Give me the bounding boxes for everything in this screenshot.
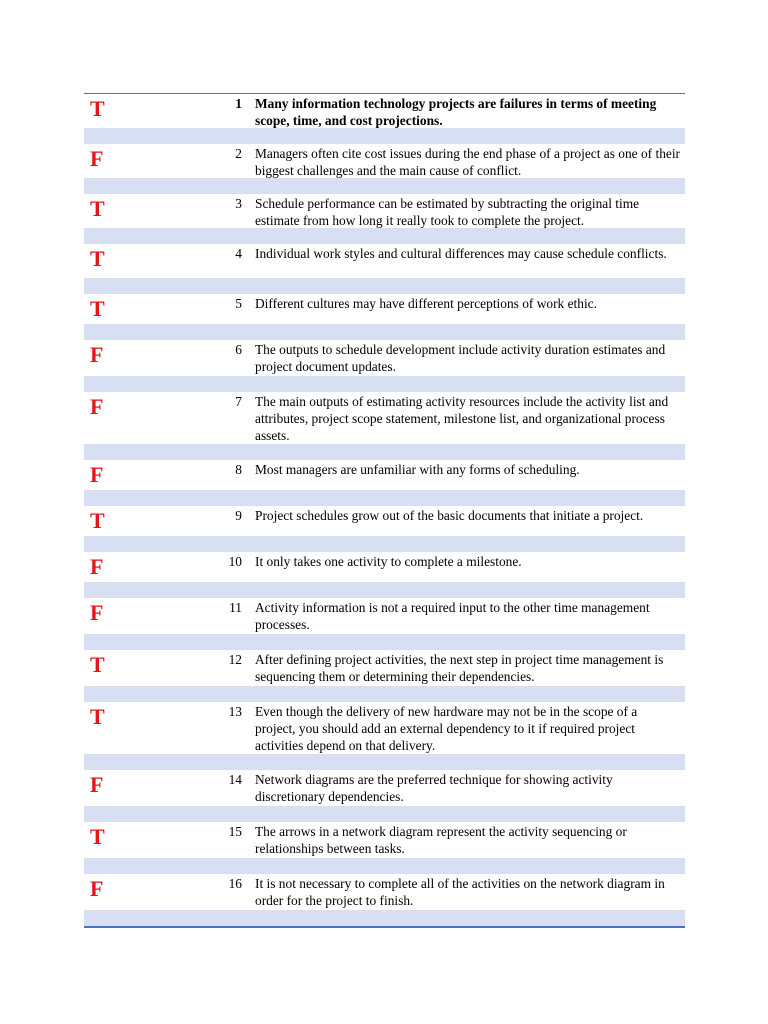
row-separator-band xyxy=(84,582,685,598)
question-row xyxy=(84,94,685,128)
row-separator-band xyxy=(84,178,685,194)
question-row xyxy=(84,598,685,634)
row-separator-band xyxy=(84,634,685,650)
question-text: Activity information is not a required input to the other time management processes. xyxy=(255,600,650,632)
question-number: 10 xyxy=(228,554,242,569)
question-number: 2 xyxy=(235,146,242,161)
question-text: Different cultures may have different perceptions of work ethic. xyxy=(255,296,597,311)
question-text: Schedule performance can be estimated by subtracting the original time estimate from how long it really took to complete the project. xyxy=(255,196,640,228)
question-row xyxy=(84,340,685,376)
question-text: The arrows in a network diagram represent the activity sequencing or relationships between tasks. xyxy=(255,824,627,856)
row-separator-band xyxy=(84,536,685,552)
question-row xyxy=(84,144,685,178)
question-number: 14 xyxy=(228,772,242,787)
question-text: Many information technology projects are failures in terms of meeting scope, time, and cost projections. xyxy=(255,96,657,128)
answer-mark: T xyxy=(90,508,105,533)
answer-mark: T xyxy=(90,704,105,729)
row-separator-band xyxy=(84,910,685,926)
answer-mark: F xyxy=(90,342,104,367)
question-text: It is not necessary to complete all of the activities on the network diagram in order for the project to finish. xyxy=(255,876,665,908)
row-separator-band xyxy=(84,376,685,392)
question-number: 13 xyxy=(228,704,242,719)
answer-mark: F xyxy=(90,600,104,625)
question-row xyxy=(84,244,685,278)
answer-mark: F xyxy=(90,772,104,797)
question-row xyxy=(84,506,685,536)
question-number: 15 xyxy=(228,824,242,839)
answer-mark: T xyxy=(90,96,105,121)
question-number: 8 xyxy=(235,462,242,477)
answer-mark: F xyxy=(90,876,104,901)
question-number: 6 xyxy=(235,342,242,357)
question-row xyxy=(84,874,685,910)
answer-mark: F xyxy=(90,394,104,419)
question-text: Project schedules grow out of the basic documents that initiate a project. xyxy=(255,508,644,523)
question-row xyxy=(84,460,685,490)
question-text: Most managers are unfamiliar with any forms of scheduling. xyxy=(255,462,580,477)
answer-mark: T xyxy=(90,652,105,677)
row-separator-band xyxy=(84,806,685,822)
answer-mark: T xyxy=(90,296,105,321)
question-text: The main outputs of estimating activity resources include the activity list and attributes, project scope statement, milestone list, and organizational process assets. xyxy=(255,394,669,443)
row-separator-band xyxy=(84,444,685,460)
question-row xyxy=(84,822,685,858)
answer-mark: T xyxy=(90,824,105,849)
question-number: 12 xyxy=(228,652,242,667)
question-row xyxy=(84,702,685,754)
question-number: 11 xyxy=(229,600,242,615)
question-number: 1 xyxy=(235,96,242,111)
answer-mark: F xyxy=(90,462,104,487)
question-row xyxy=(84,294,685,324)
question-number: 3 xyxy=(235,196,242,211)
row-separator-band xyxy=(84,128,685,144)
question-number: 16 xyxy=(228,876,242,891)
answer-mark: T xyxy=(90,196,105,221)
question-row xyxy=(84,392,685,444)
question-number: 4 xyxy=(235,246,242,261)
question-number: 9 xyxy=(235,508,242,523)
question-row xyxy=(84,650,685,686)
row-separator-band xyxy=(84,490,685,506)
question-text: Network diagrams are the preferred technique for showing activity discretionary dependencies. xyxy=(255,772,613,804)
question-text: After defining project activities, the next step in project time management is sequencing them or determining their dependencies. xyxy=(255,652,664,684)
answer-mark: F xyxy=(90,554,104,579)
row-separator-band xyxy=(84,754,685,770)
question-text: Managers often cite cost issues during the end phase of a project as one of their biggest challenges and the main cause of conflict. xyxy=(255,146,681,178)
question-row xyxy=(84,552,685,582)
row-separator-band xyxy=(84,858,685,874)
question-number: 7 xyxy=(235,394,242,409)
question-row xyxy=(84,770,685,806)
answer-mark: T xyxy=(90,246,105,271)
question-number: 5 xyxy=(235,296,242,311)
question-row xyxy=(84,194,685,228)
row-separator-band xyxy=(84,278,685,294)
question-text: Even though the delivery of new hardware may not be in the scope of a project, you should add an external dependency to it if required project activities depend on that delivery. xyxy=(255,704,638,753)
row-separator-band xyxy=(84,324,685,340)
answer-mark: F xyxy=(90,146,104,171)
row-separator-band xyxy=(84,686,685,702)
question-text: It only takes one activity to complete a milestone. xyxy=(255,554,522,569)
question-text: Individual work styles and cultural differences may cause schedule conflicts. xyxy=(255,246,667,261)
question-text: The outputs to schedule development include activity duration estimates and project document updates. xyxy=(255,342,666,374)
row-separator-band xyxy=(84,228,685,244)
true-false-table xyxy=(84,93,685,928)
